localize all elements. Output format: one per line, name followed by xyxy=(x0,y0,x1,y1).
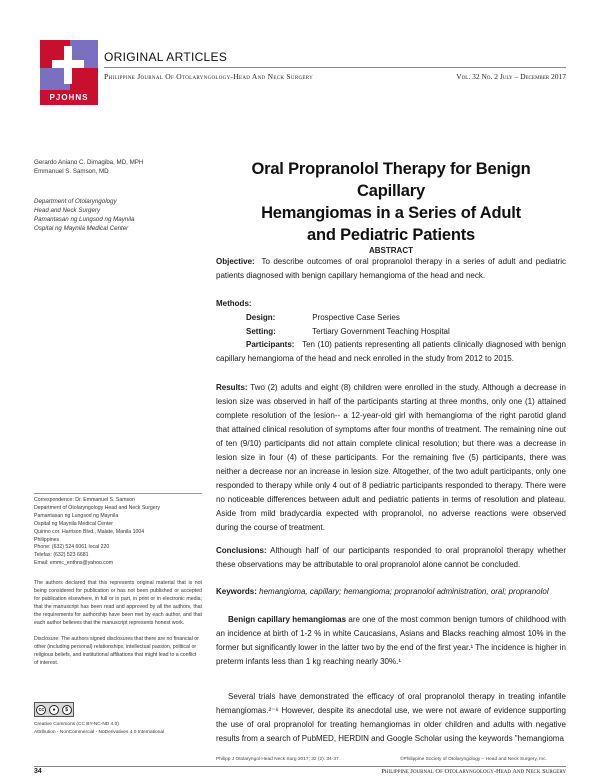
page-number: 34 xyxy=(34,768,42,775)
by-icon: ● xyxy=(49,705,59,715)
issue-info: Vol. 32 No. 2 July – December 2017 xyxy=(456,72,566,81)
creative-commons-badge xyxy=(34,702,74,717)
keywords xyxy=(216,585,566,599)
author-2: Emmanuel S. Samson, MD xyxy=(34,168,109,175)
author-list xyxy=(34,158,184,176)
section-label: ORIGINAL ARTICLES xyxy=(104,50,228,64)
intro-text: are one of the most common benign tumors of childhood with an incidence at birth of 1-2 % in white Caucasians, Asians and Blacks reaching almost 10% in the former but significantly lower in the latter two by the end of the first year.¹ The incidence is higher in preterm infants less than 1 kg reaching nearly 30%.¹ xyxy=(216,615,567,666)
affiliation-line: Ospital ng Maynila Medical Center xyxy=(34,225,129,232)
license-line: Creative Commons (CC BY-NC-ND 4.0) xyxy=(34,722,119,727)
title-line: and Pediatric Patients xyxy=(307,226,475,244)
participants-row xyxy=(216,338,566,366)
design-label: Design: xyxy=(246,313,276,322)
intro-lead: Benign capillary hemangiomas xyxy=(228,615,347,624)
citation: Philipp J Otolaryngol Head Neck Surg 2017; 32 (2): 34-37 xyxy=(216,757,339,762)
conclusions-label: Conclusions: xyxy=(216,546,267,555)
journal-name: Philippine Journal Of Otolaryngology-Head And Neck Surgery xyxy=(104,72,313,81)
journal-logo xyxy=(40,40,98,105)
affiliation-line: Department of Otolaryngology xyxy=(34,198,117,205)
sidebar-divider xyxy=(34,493,202,494)
society-copyright: ©Philippine Society of Otolaryngology – Head and Neck Surgery, Inc. xyxy=(400,757,547,762)
correspondence-line: Ospital ng Maynila Medical Center xyxy=(34,520,114,527)
abstract-heading: ABSTRACT xyxy=(369,246,413,255)
setting-value: Tertiary Government Teaching Hospital xyxy=(312,327,450,336)
correspondence-line: Phone: (632) 524 6061 local 220 xyxy=(34,544,110,551)
footer-divider xyxy=(34,766,566,767)
abstract-results xyxy=(216,381,566,535)
license-text xyxy=(34,721,204,736)
author-1: Gerardo Aniano C. Dimagiba, MD, MPH xyxy=(34,159,144,166)
correspondence-line: Philippines xyxy=(34,536,60,543)
correspondence-line: Department of Otolaryngology Head and Neck Surgery xyxy=(34,504,161,511)
methods-label: Methods: xyxy=(216,299,252,308)
header-divider xyxy=(104,67,566,68)
intro-paragraph-2: Several trials have demonstrated the efficacy of oral propranolol therapy in treating infantile hemangiomas.²⁻⁶ However, despite its anecdotal use, we were not aware of evidence supporting the use of oral propranolol for treating hemangiomas in older children and adults with negative results from a search of PubMED, HERDIN and Google Scholar using the keywords "hemangioma xyxy=(216,692,566,743)
correspondence-line: Telefax: (632) 523 6681 xyxy=(34,552,89,559)
correspondence-line: Quirino cor. Harrison Blvd., Malate, Manila 1004 xyxy=(34,528,145,535)
cc-icon: cc xyxy=(36,705,46,715)
nc-icon: $ xyxy=(62,705,72,715)
abstract-conclusions xyxy=(216,544,566,572)
design-value: Prospective Case Series xyxy=(312,313,400,322)
article-title xyxy=(216,158,566,246)
objective-text: To describe outcomes of oral propranolol therapy in a series of adult and pediatric patients diagnosed with benign capillary hemangioma of the head and neck. xyxy=(216,257,567,280)
logo-text: PJOHNS xyxy=(40,90,98,105)
authorship-declaration: The authors declared that this represents original material that is not being considered for publication or has not been published or accepted for publication elsewhere, in full or in part, in print or in electronic media; that the manuscript has been read and approved by all the authors, that the requirements for authorship have been met by each author, and that each author believes that the manuscript represents honest work. xyxy=(34,580,202,626)
setting-row xyxy=(246,325,450,339)
participants-label: Participants: xyxy=(246,340,295,349)
affiliation-line: Pamantasan ng Lungsod ng Maynila xyxy=(34,216,135,223)
objective-label: Objective: xyxy=(216,257,255,266)
correspondence-block xyxy=(34,497,202,568)
setting-label: Setting: xyxy=(246,327,276,336)
title-line: Oral Propranolol Therapy for Benign Capillary xyxy=(251,160,531,200)
license-line: Attribution - NonCommercial - NoDerivatives 4.0 International xyxy=(34,729,165,735)
footer-journal-name: Philippine Journal Of Otolaryngology-Head And Neck Surgery xyxy=(381,768,566,775)
title-line: Hemangiomas in a Series of Adult xyxy=(261,204,521,222)
abstract-objective xyxy=(216,255,566,283)
intro-paragraph-1 xyxy=(216,613,566,669)
design-row xyxy=(246,311,400,325)
affiliation-line: Head and Neck Surgery xyxy=(34,207,101,214)
affiliation xyxy=(34,197,184,233)
keywords-label: Keywords: xyxy=(216,587,257,596)
keywords-text: hemangioma, capillary; hemangioma; propranolol administration, oral; propranolol xyxy=(259,587,549,596)
disclosure: Disclosure: The authors signed disclosures that there are no financial or other (including personal) relationships, intellectual passion, political or religious beliefs, and institutional affiliations that might lead to a conflict of interest. xyxy=(34,636,199,666)
correspondence-line: Correspondence: Dr. Emmanuel S. Samson xyxy=(34,497,135,503)
participants-text: Ten (10) patients representing all patients clinically diagnosed with benign capillary hemangioma of the head and neck enrolled in the study from 2012 to 2015. xyxy=(216,340,566,363)
conclusions-text: Although half of our participants responded to oral propranolol therapy whether these observations may be attributable to oral propranolol alone cannot be concluded. xyxy=(216,546,567,569)
correspondence-email: Email: emmc_enthns@yahoo.com xyxy=(34,560,114,567)
results-label: Results: xyxy=(216,383,248,392)
results-text: Two (2) adults and eight (8) children were enrolled in the study. Although a decrease in lesion size was observed in half of the participants starting at three months, only one (1) attained complete resolution of the lesion-- a 12-year-old girl with hemangioma of the right parotid gland that attained clinical resolution of symptoms after four months of treatment. The remaining nine out of ten (9/10) participants did not attain complete clinical resolution; but there was a decrease in lesion size in four (4) of these participants. For the remaining five (5) participants, there was neither a decrease nor an increase in lesion size. Altogether, of the two adult participants, only one responded to therapy while only 4 out of 8 pediatric participants responded to therapy. There were no noticeable differences between adult and pediatric patients in terms of resolution and plateau. Aside from mild bradycardia expected with propranolol, no adverse reactions were observed during the course of treatment. xyxy=(216,383,566,532)
correspondence-line: Pamantasan ng Lungsod ng Maynila xyxy=(34,512,119,519)
